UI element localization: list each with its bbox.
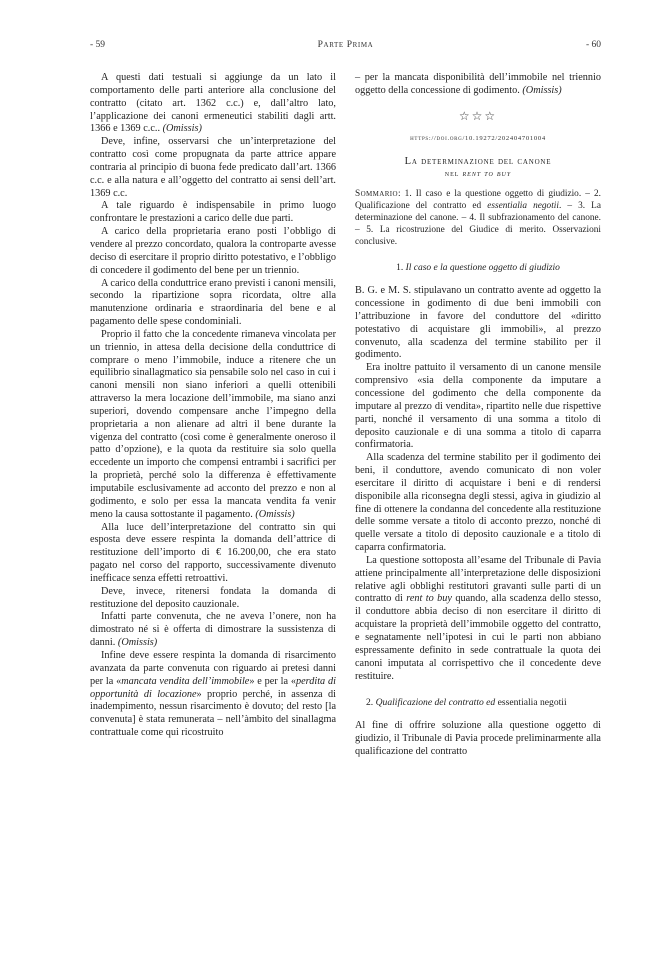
- star-divider-icon: ☆☆☆: [458, 108, 498, 123]
- paragraph: Proprio il fatto che la concedente rimaneva vincolata per un triennio, in attesa della decisione della conduttrice di comprare o meno l’immobile, induce a ritenere che un equilibrio sinallagmatico sia pensabile solo nel caso in cui i canoni mensili non siano inferiori a quelli ottenibili attraverso la mera locazione dell’immobile, ma siano anzi superiori, dovendo compensare anche l’impegno della proprietaria a non alienare ad altri il bene durante la vigenza del contratto (così come è generalmente oneroso il patto d’opzione), e la quota da restituire sia solo quella eccedente un importo che compensi entrambi i sacrifici per la proprietà, perché solo la differenza è effettivamente imputabile esclusivamente ad acconto del prezzo e non al godimento, e solo per essa la mancata vendita fa venir meno la causa sottostante il pagamento. (Omissis): [90, 328, 336, 520]
- doi-link[interactable]: https://doi.org/10.19272/202404701004: [410, 134, 546, 142]
- paragraph: Infatti parte convenuta, che ne aveva l’onere, non ha dimostrato né si è offerta di dimostrare la sussistenza di danni. (Omissis): [90, 611, 336, 649]
- running-header: [90, 40, 601, 54]
- paragraph: B. G. e M. S. stipulavano un contratto avente ad oggetto la concessione in godimento di due beni immobili con l’attribuzione in favore del conduttore del «diritto potestativo di acquistare gli immobili», al prezzo convenuto, alla scadenza del termine stabilito per il godimento.: [355, 285, 601, 361]
- summary: Sommario: 1. Il caso e la questione oggetto di giudizio. – 2. Qualificazione del contratto ed essentialia negotii. – 3. La determinazione del canone. – 4. Il subfrazionamento del canone. – 5. La ricostruzione del Giudice di merito. Osservazioni conclusive.: [355, 189, 601, 248]
- left-page-number: - 59: [90, 40, 106, 50]
- section-heading-2: 2. Qualificazione del contratto ed essentialia negotii: [366, 697, 567, 709]
- paragraph: A carico della conduttrice erano previsti i canoni mensili, secondo la ripartizione sopra ricordata, oltre alla manutenzione ordinaria e straordinaria del bene e al pagamento delle spese condominiali.: [90, 277, 336, 328]
- omissis: (Omissis): [162, 123, 202, 135]
- paragraph: A tale riguardo è indispensabile in primo luogo confrontare le prestazioni a carico delle due parti.: [90, 200, 336, 225]
- paragraph: Era inoltre pattuito il versamento di un canone mensile comprensivo «sia della componente da imputare a concessione del godimento che della componente da imputare al prezzo di vendita», ripartito nelle due rispettive parti, nonché il versamento di una somma a titolo di deposito cauzionale e di una somma a titolo di caparra confirmatoria.: [355, 362, 601, 451]
- omissis: (Omissis): [117, 637, 158, 649]
- paragraph: Deve, infine, osservarsi che un’interpretazione del contratto così come propugnata da parte attrice appare contraria al principio di buona fede predicato dall’art. 1366 c.c. e alla natura e all’oggetto del contratto ai sensi dell’art. 1369 c.c.: [90, 136, 336, 199]
- paragraph: Al fine di offrire soluzione alla questione oggetto di giudizio, il Tribunale di Pavia procede preliminarmente alla qualificazione del contratto: [355, 720, 601, 757]
- article-title: La determinazione del canone: [404, 156, 552, 168]
- paragraph: Alla luce dell’interpretazione del contratto sin qui esposta deve essere respinta la domanda dell’attrice di restituzione dell’importo di € 16.200,00, che era stato pagato nel corso del rapporto, successivamente divenuto inefficace senza effetti retroattivi.: [90, 521, 336, 584]
- omissis: (Omissis): [255, 508, 295, 520]
- section-heading-1: 1. Il caso e la questione oggetto di giudizio: [396, 263, 560, 274]
- running-title: Parte Prima: [317, 40, 374, 50]
- paragraph-continuation: – per la mancata disponibilità dell’immobile nel triennio oggetto della concessione di godimento. (Omissis): [355, 72, 601, 96]
- right-column: [355, 72, 601, 759]
- article-subtitle: nel rent to buy: [444, 169, 512, 179]
- right-page-number: - 60: [585, 40, 601, 50]
- paragraph: La questione sottoposta all’esame del Tribunale di Pavia attiene principalmente all’interpretazione delle disposizioni relative agli obblighi restitutori gravanti sulle parti di un contratto di rent to buy quando, alla scadenza dello stesso, il conduttore abbia deciso di non esercitare il diritto di acquistare la proprietà dell’immobile oggetto del contratto, e segnatamente nell’ipotesi in cui le parti non abbiano espressamente definito in sede contrattuale la quota dei canoni imputata al corrispettivo che il concedente deve restituire.: [355, 554, 602, 682]
- paragraph: Deve, invece, ritenersi fondata la domanda di restituzione del deposito cauzionale.: [90, 585, 336, 610]
- paragraph: Infine deve essere respinta la domanda di risarcimento avanzata da parte convenuta con riguardo ai pretesi danni per la «mancata vendita dell’immobile» e per la «perdita di opportunità di locazione» proprio perché, in assenza di inadempimento, nessun risarcimento è dovuto; del resto [la convenuta] è stata remunerata – nell’àmbito del sinallagma contrattuale come qui ricostruito: [90, 649, 336, 739]
- omissis: (Omissis): [522, 84, 562, 96]
- paragraph: A questi dati testuali si aggiunge da un lato il comportamento delle parti anteriore alla conclusione del contratto (citato art. 1362 c.c.) e, dall’altro lato, l’applicazione dei canoni ermeneutici stabiliti dagli artt. 1366 e 1369 c.c.. (Omissis): [90, 72, 336, 135]
- left-column: [90, 72, 336, 740]
- paragraph: A carico della proprietaria erano posti l’obbligo di vendere al prezzo concordato, qualora la controparte avesse deciso di esercitare il proprio diritto potestativo, e l’obbligo di concedere il godimento del bene per un triennio.: [90, 226, 336, 276]
- paragraph: Alla scadenza del termine stabilito per il godimento dei beni, il conduttore, avendo comunicato di non voler esercitare il diritto di acquistare i beni e di rendersi disponibile alla riconsegna degli stessi, agiva in giudizio al fine di ottenere la condanna del concedente alla restituzione delle somme versate a titolo di acconto prezzo, nonché di quelle versate a titolo di deposito cauzionale e a titolo di caparra confirmatoria.: [355, 452, 601, 554]
